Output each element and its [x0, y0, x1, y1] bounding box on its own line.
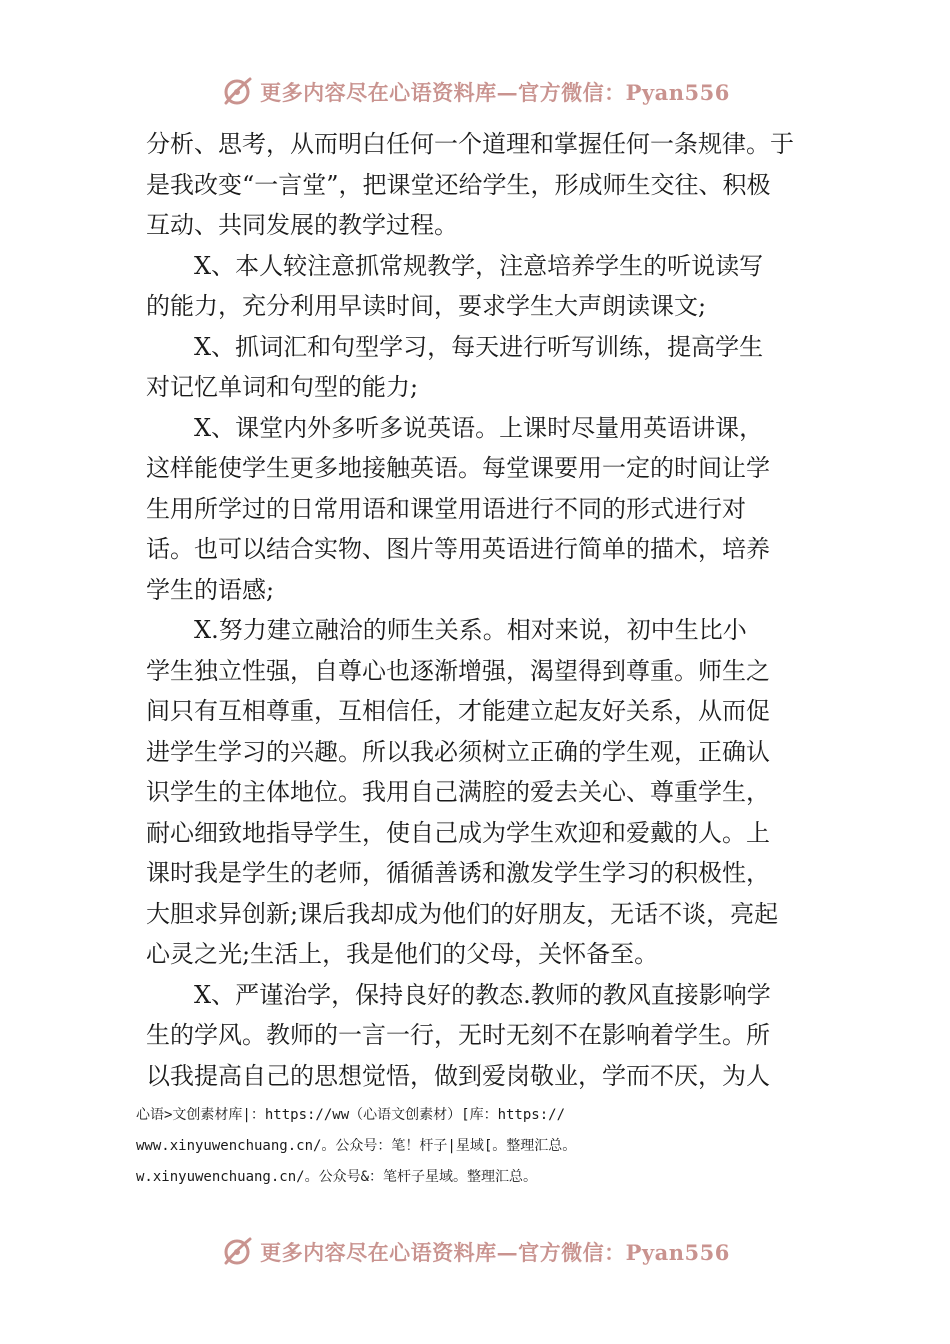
text-line: 这样能使学生更多地接触英语。每堂课要用一定的时间让学	[146, 454, 770, 482]
text-line: X、课堂内外多听多说英语。上课时尽量用英语讲课，	[194, 413, 764, 442]
footer-banner	[0, 1232, 950, 1272]
paragraph	[146, 124, 814, 246]
text-line: 心灵之光;生活上，我是他们的父母，关怀备至。	[146, 940, 659, 968]
text-line: 以我提高自己的思想觉悟，做到爱岗敬业，学而不厌，为人	[146, 1061, 770, 1090]
text-line: 生的学风。教师的一言一行，无时无刻不在影响着学生。所	[146, 1021, 770, 1049]
document-body	[146, 124, 814, 1096]
brush-logo-icon	[220, 1235, 254, 1269]
footer-line: 心语>文创素材库|：https://ww（心语文创素材）[库：https://	[136, 1107, 566, 1123]
paragraph	[146, 408, 814, 611]
footer-line: w.xinyuwenchuang.cn/。公众号&：笔杆子星域。整理汇总。	[136, 1169, 538, 1185]
text-line: 识学生的主体地位。我用自己满腔的爱去关心、尊重学生，	[146, 778, 770, 806]
paragraph	[146, 610, 814, 975]
banner-text: 更多内容尽在心语资料库—官方微信：Pyan556	[260, 1240, 730, 1265]
paragraph	[146, 327, 814, 408]
text-line: X、严谨治学，保持良好的教态.教师的教风直接影响学	[194, 980, 771, 1009]
text-line: 学生的语感;	[146, 575, 275, 604]
banner-text: 更多内容尽在心语资料库—官方微信：Pyan556	[260, 80, 730, 105]
text-line: 是我改变“一言堂”，把课堂还给学生，形成师生交往、积极	[146, 170, 771, 199]
text-line: 生用所学过的日常用语和课堂用语进行不同的形式进行对	[146, 494, 746, 523]
text-line: 大胆求异创新;课后我却成为他们的好朋友，无话不谈，亮起	[146, 899, 779, 928]
text-line: 耐心细致地指导学生，使自己成为学生欢迎和爱戴的人。上	[146, 818, 770, 847]
footer-line: www.xinyuwenchuang.cn/。公众号：笔！杆子|星域[。整理汇总。	[136, 1138, 577, 1154]
text-line: X.努力建立融洽的师生关系。相对来说，初中生比小	[194, 616, 747, 644]
header-banner	[0, 72, 950, 112]
text-line: 间只有互相尊重，互相信任，才能建立起友好关系，从而促	[146, 697, 770, 725]
text-line: X、抓词汇和句型学习，每天进行听写训练，提高学生	[194, 332, 764, 361]
text-line: 课时我是学生的老师，循循善诱和激发学生学习的积极性，	[146, 859, 770, 887]
text-line: 互动、共同发展的教学过程。	[146, 211, 458, 239]
text-line: 对记忆单词和句型的能力;	[146, 373, 419, 401]
footer-note	[136, 1100, 836, 1193]
text-line: 分析、思考，从而明白任何一个道理和掌握任何一条规律。于	[146, 130, 794, 158]
text-line: 学生独立性强，自尊心也逐渐增强，渴望得到尊重。师生之	[146, 656, 770, 685]
text-line: 的能力，充分利用早读时间，要求学生大声朗读课文;	[146, 292, 707, 320]
paragraph	[146, 975, 814, 1097]
text-line: 话。也可以结合实物、图片等用英语进行简单的描术，培养	[146, 535, 770, 563]
brush-logo-icon	[220, 75, 254, 109]
text-line: X、本人较注意抓常规教学，注意培养学生的听说读写	[194, 251, 764, 280]
paragraph	[146, 246, 814, 327]
text-line: 进学生学习的兴趣。所以我必须树立正确的学生观，正确认	[146, 737, 770, 766]
